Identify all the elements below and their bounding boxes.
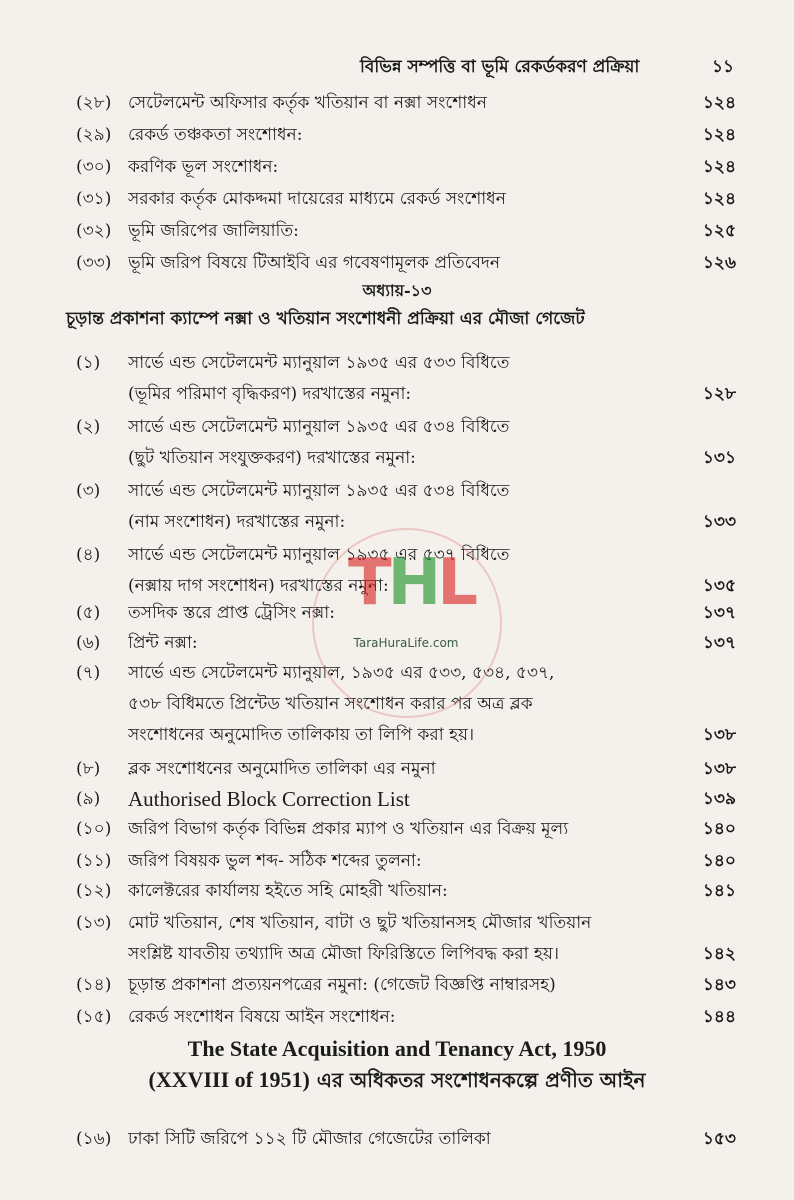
toc-entry-number: (১১) (76, 851, 112, 871)
toc-entry-text: জরিপ বিষয়ক ভুল শব্দ- সঠিক শব্দের তুলনা: (128, 851, 422, 871)
toc-entry-number: (৩৩) (76, 253, 112, 273)
toc-entry-number: (২৯) (76, 125, 112, 145)
toc-entry-number: (১২) (76, 881, 112, 901)
toc-entry-text: (ভূমির পরিমাণ বৃদ্ধিকরণ) দরখাস্তের নমুনা: (128, 384, 412, 404)
act-subtitle (0, 1066, 794, 1099)
toc-entry-page: ১২৫ (702, 221, 736, 241)
act-subtitle-text: এর অধিকতর সংশোধনকল্পে প্রণীত আইন (316, 1068, 646, 1092)
toc-entry (76, 248, 736, 278)
toc-entry-page: ১৪৪ (702, 1007, 736, 1027)
toc-entry-text: সংশোধনের অনুমোদিত তালিকায় তা লিপি করা হয়। (128, 725, 475, 745)
toc-entry-text: ভূমি জরিপের জালিয়াতি: (128, 221, 299, 241)
toc-entry-text: সরকার কর্তৃক মোকদ্দমা দায়েরের মাধ্যমে রেকর্ড সংশোধন (128, 189, 506, 209)
toc-entry-number: (২৮) (76, 93, 112, 113)
toc-entry (76, 754, 736, 785)
act-title: The State Acquisition and Tenancy Act, 1950 (187, 1036, 607, 1061)
toc-entry-number: (১০) (76, 819, 112, 839)
toc-entry-page: ১৩৫ (702, 576, 736, 596)
toc-entry-number: (২) (76, 417, 101, 437)
toc-entry (76, 970, 736, 1001)
toc-entry-text: (নক্সায় দাগ সংশোধন) দরখাস্তের নমুনা: (128, 576, 389, 596)
toc-entry (76, 216, 736, 246)
toc-entry-page: ১৩৭ (702, 603, 736, 623)
act-number: (XXVIII of 1951) (148, 1067, 310, 1092)
toc-entry (76, 784, 736, 815)
toc-entry-number: (৯) (76, 789, 101, 809)
toc-entry (76, 152, 736, 182)
toc-entry-text: সংশ্লিষ্ট যাবতীয় তথ্যাদি অত্র মৌজা ফিরিস্তিতে লিপিবদ্ধ করা হয়। (128, 944, 559, 964)
toc-entry-text: ভূমি জরিপ বিষয়ে টিআইবি এর গবেষণামূলক প্রতিবেদন (128, 253, 501, 273)
toc-entry-number: (৬) (76, 633, 101, 653)
header-title: বিভিন্ন সম্পত্তি বা ভূমি রেকর্ডকরণ প্রক্রিয়া (360, 57, 640, 77)
toc-entry-number: (৪) (76, 545, 101, 565)
toc-entry (76, 876, 736, 907)
toc-entry-page: ১৩৮ (702, 725, 736, 745)
toc-entry-text: রেকর্ড তঞ্চকতা সংশোধন: (128, 125, 303, 145)
toc-entry-text: সার্ভে এন্ড সেটেলমেন্ট ম্যানুয়াল, ১৯৩৫ এর ৫৩৩, ৫৩৪, ৫৩৭, (128, 663, 555, 683)
toc-entry-text: সার্ভে এন্ড সেটেলমেন্ট ম্যানুয়াল ১৯৩৫ এর ৫৩৪ বিধিতে (128, 481, 510, 501)
toc-entry (76, 412, 736, 474)
toc-entry-page: ১৪১ (702, 881, 736, 901)
toc-entry-text: ৫৩৮ বিধিমতে প্রিন্টেড খতিয়ান সংশোধন করার পর অত্র ব্লক (128, 694, 533, 714)
toc-entry-page: ১২৪ (702, 125, 736, 145)
chapter-title: চূড়ান্ত প্রকাশনা ক্যাম্পে নক্সা ও খতিয়ান সংশোধনী প্রক্রিয়া এর মৌজা গেজেট (66, 309, 585, 329)
toc-entry-page: ১২৮ (702, 384, 736, 404)
toc-entry-text: (ছুট খতিয়ান সংযুক্তকরণ) দরখাস্তের নমুনা: (128, 448, 416, 468)
watermark-site: TaraHuraLife.com (353, 636, 459, 650)
toc-entry (76, 1002, 736, 1033)
toc-entry (76, 184, 736, 214)
toc-entry-page: ১৪০ (702, 851, 736, 871)
toc-entry-text: ঢাকা সিটি জরিপে ১১২ টি মৌজার গেজেটের তালিকা (128, 1129, 491, 1149)
toc-entry-page: ১৫৩ (702, 1129, 736, 1149)
chapter-label: অধ্যায়-১৩ (362, 281, 432, 300)
toc-entry-text: করণিক ভূল সংশোধন: (128, 157, 279, 177)
toc-entry-number: (৮) (76, 759, 101, 779)
toc-entry-page: ১২৪ (702, 157, 736, 177)
toc-entry (76, 348, 736, 410)
toc-entry-text: (নাম সংশোধন) দরখাস্তের নমুনা: (128, 512, 346, 532)
toc-entry-text: তসদিক স্তরে প্রাপ্ত ট্রেসিং নক্সা: (128, 603, 335, 623)
toc-entry-page: ১২৪ (702, 189, 736, 209)
toc-entry-number: (১) (76, 353, 101, 373)
toc-entry-number: (১৫) (76, 1007, 112, 1027)
toc-entry-number: (১৪) (76, 975, 112, 995)
toc-entry-text: জরিপ বিভাগ কর্তৃক বিভিন্ন প্রকার ম্যাপ ও খতিয়ান এর বিক্রয় মূল্য (128, 819, 569, 839)
toc-entry (76, 120, 736, 150)
toc-entry-page: ১৩৭ (702, 633, 736, 653)
toc-entry-text: কালেক্টরের কার্যালয় হইতে সহি মোহরী খতিয়ান: (128, 881, 448, 901)
toc-entry-page: ১২৪ (702, 93, 736, 113)
toc-entry-number: (৩০) (76, 157, 112, 177)
toc-entry-number: (৩) (76, 481, 101, 501)
toc-entry-number: (৩১) (76, 189, 112, 209)
toc-entry-number: (৭) (76, 663, 101, 683)
toc-entry (76, 846, 736, 877)
toc-entry-text: সার্ভে এন্ড সেটেলমেন্ট ম্যানুয়াল ১৯৩৫ এর ৫৩৩ বিধিতে (128, 353, 510, 373)
toc-entry-number: (১৬) (76, 1129, 112, 1149)
toc-entry-text: রেকর্ড সংশোধন বিষয়ে আইন সংশোধন: (128, 1007, 396, 1027)
toc-entry-page: ১৩১ (702, 448, 736, 468)
toc-entry (76, 1124, 736, 1154)
toc-entry-number: (৫) (76, 603, 101, 623)
toc-entry (76, 88, 736, 118)
toc-entry-text: সার্ভে এন্ড সেটেলমেন্ট ম্যানুয়াল ১৯৩৫ এর ৫৩৪ বিধিতে (128, 417, 510, 437)
toc-entry-text: সার্ভে এন্ড সেটেলমেন্ট ম্যানুয়াল ১৯৩৫ এর ৫৩৭ বিধিতে (128, 545, 510, 565)
toc-entry (76, 908, 736, 970)
toc-entry-page: ১২৬ (702, 253, 736, 273)
toc-entry-page: ১৪০ (702, 819, 736, 839)
toc-entry-text: ব্লক সংশোধনের অনুমোদিত তালিকা এর নমুনা (128, 759, 436, 779)
toc-entry-number: (৩২) (76, 221, 112, 241)
running-header (360, 54, 734, 82)
header-page-number: ১১ (711, 57, 734, 77)
watermark-logo: THL (348, 546, 474, 620)
toc-entry-text: প্রিন্ট নক্সা: (128, 633, 198, 653)
toc-entry (76, 814, 736, 845)
toc-entry-text: সেটেলমেন্ট অফিসার কর্তৃক খতিয়ান বা নক্সা সংশোধন (128, 93, 487, 113)
toc-entry-text: চূড়ান্ত প্রকাশনা প্রত্যয়নপত্রের নমুনা: (গেজেট বিজ্ঞপ্তি নাম্বারসহ) (128, 975, 556, 995)
toc-entry-page: ১৪২ (702, 944, 736, 964)
toc-entry-page: ১৩৮ (702, 759, 736, 779)
toc-entry-text: মোট খতিয়ান, শেষ খতিয়ান, বাটা ও ছুট খতিয়ানসহ মৌজার খতিয়ান (128, 913, 592, 933)
toc-entry-page: ১৩৯ (702, 789, 736, 809)
toc-entry-page: ১৩৩ (702, 512, 736, 532)
toc-entry-number: (১৩) (76, 913, 112, 933)
toc-entry-text: Authorised Block Correction List (128, 787, 410, 811)
toc-entry-page: ১৪৩ (702, 975, 736, 995)
